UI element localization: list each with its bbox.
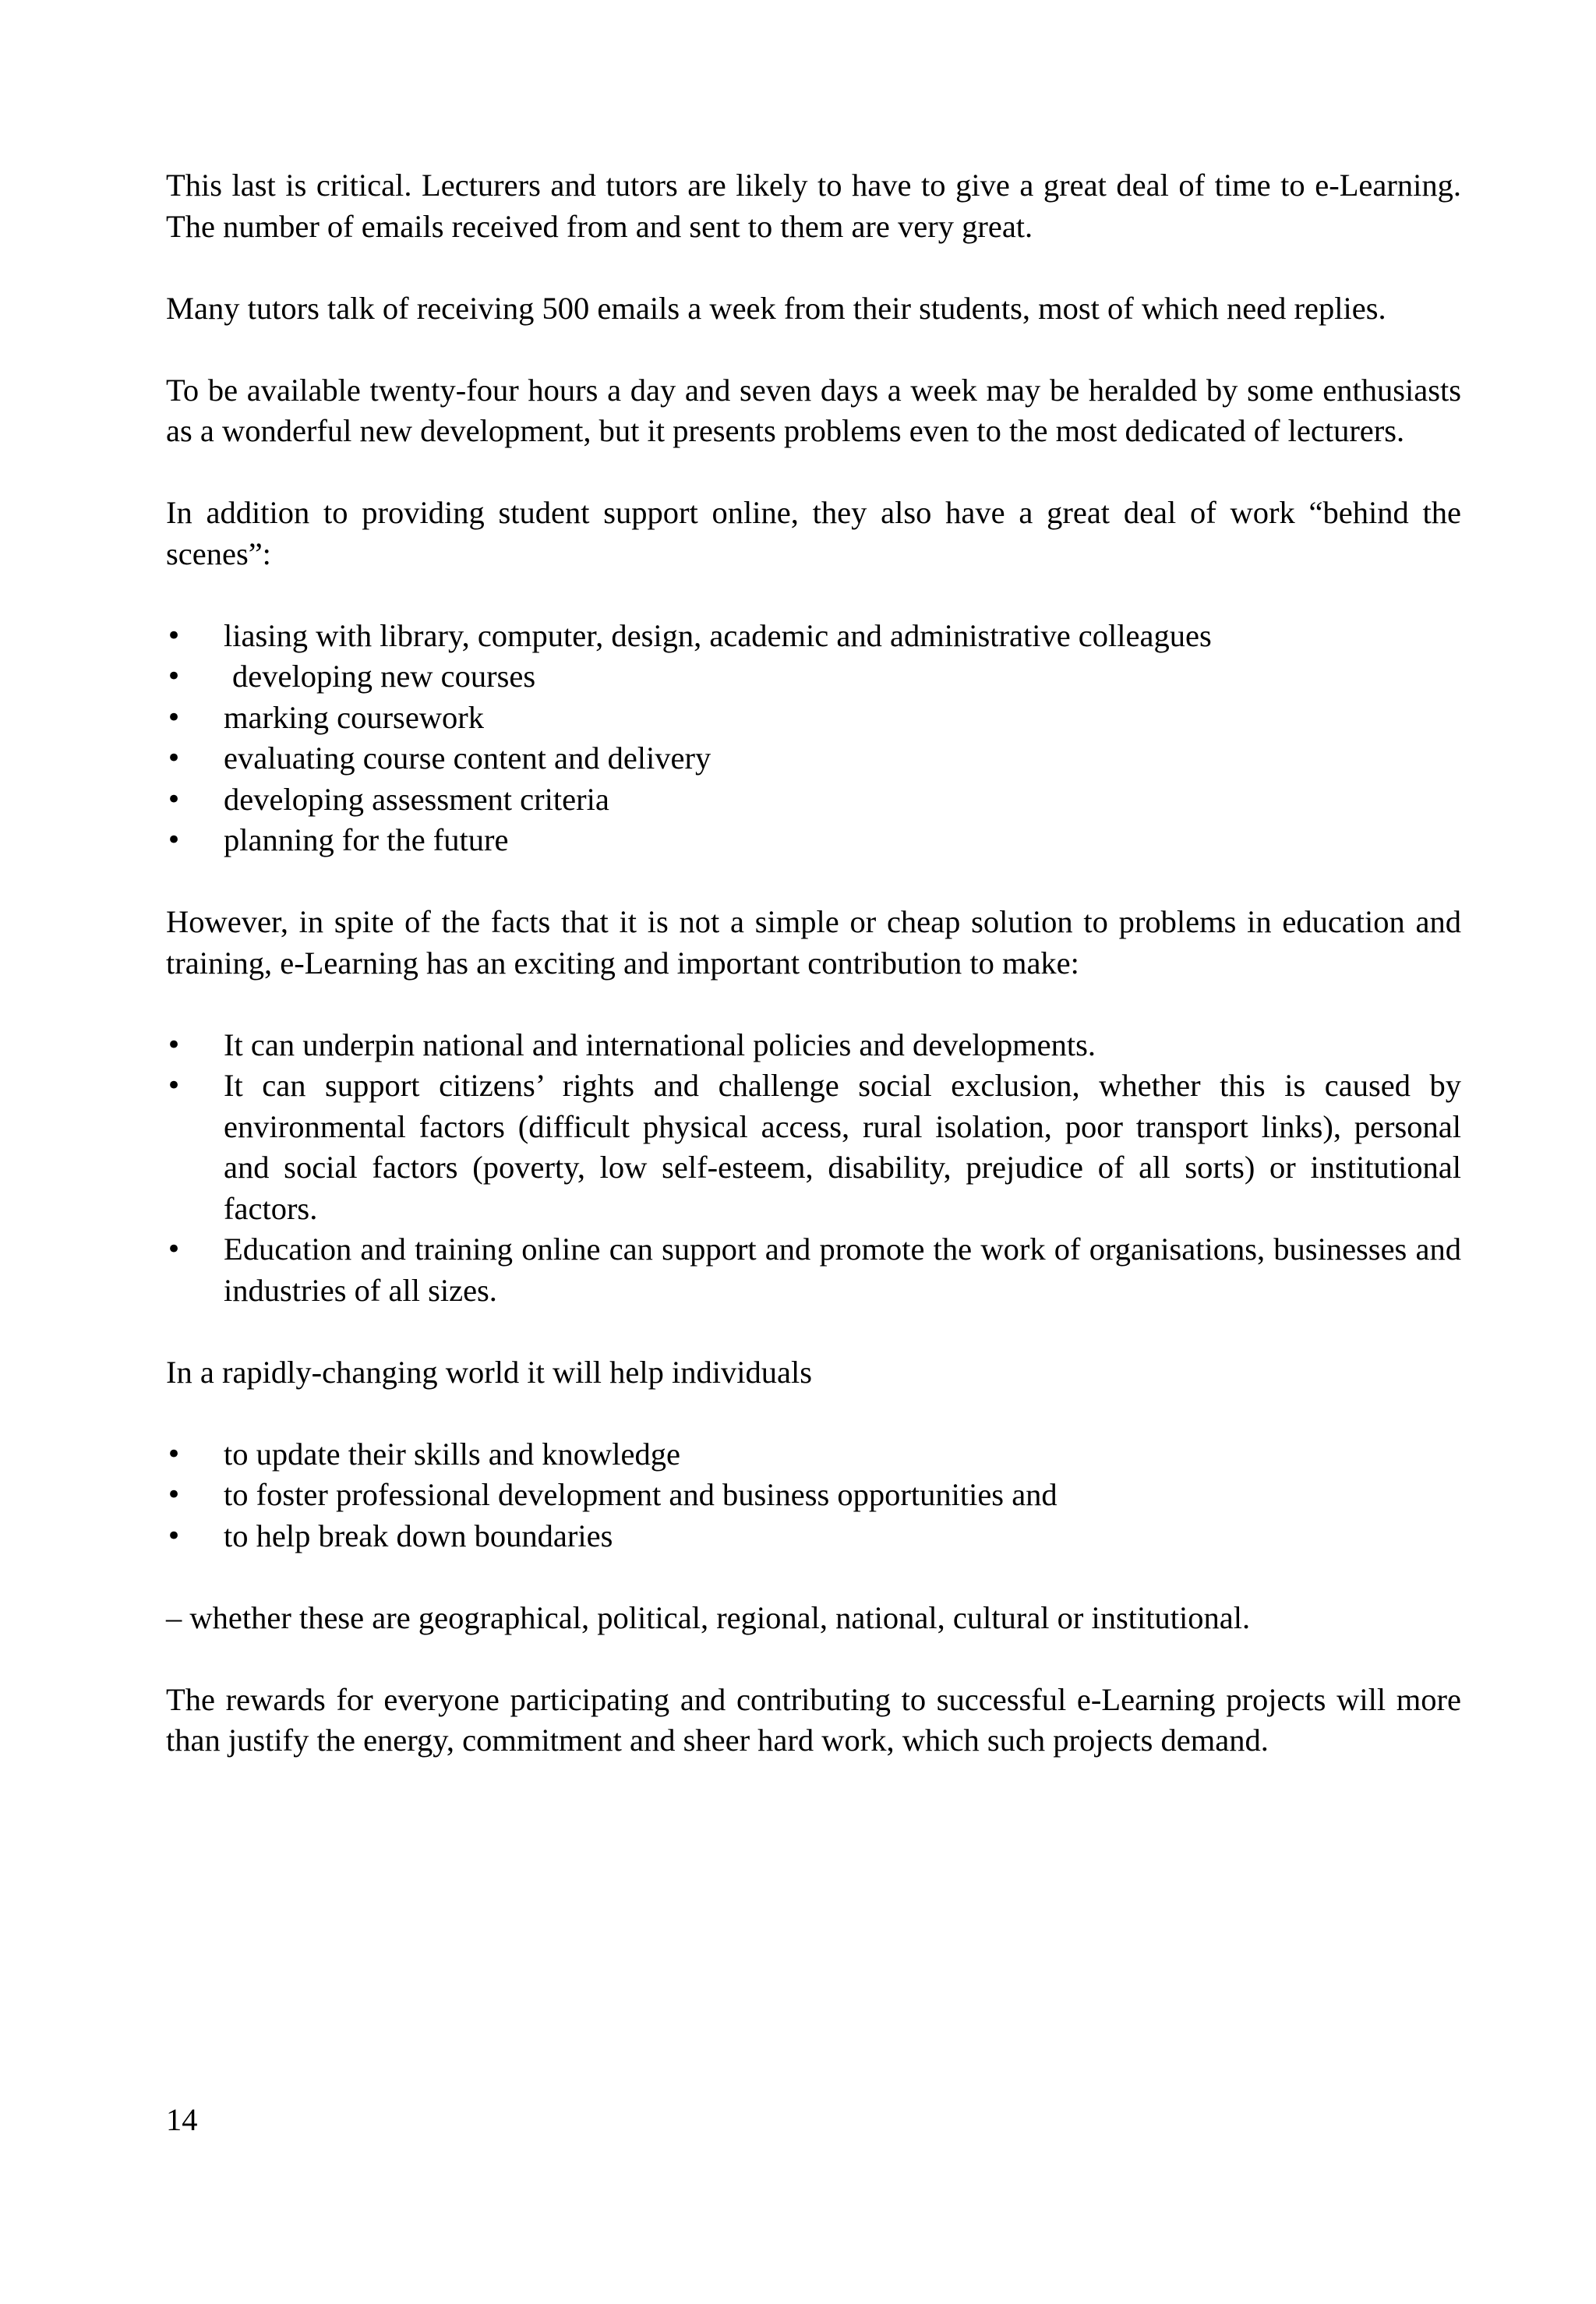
- paragraph-availability: To be available twenty-four hours a day and seven days a week may be heralded by some enthusiasts as a wonderful new development, but it presents problems even to the most dedicated of lecturers.: [166, 372, 1461, 448]
- list-item: [166, 616, 1461, 657]
- paragraph-behind-scenes: In addition to providing student support online, they also have a great deal of work “behind the scenes”:: [166, 495, 1461, 571]
- paragraph-rapidly-changing: In a rapidly-changing world it will help individuals: [166, 1354, 812, 1390]
- contribution-list: [166, 1025, 1461, 1312]
- list-item: [166, 1025, 1461, 1066]
- document-page: [166, 165, 1461, 1802]
- paragraph-whether: – whether these are geographical, political, regional, national, cultural or institutional.: [166, 1599, 1251, 1635]
- list-item-text: planning for the future: [224, 822, 509, 857]
- list-item-text: evaluating course content and delivery: [224, 740, 711, 776]
- list-item: [166, 820, 1461, 861]
- paragraph-rewards: The rewards for everyone participating and contributing to successful e-Learning projects will more than justify the energy, commitment and sheer hard work, which such projects demand.: [166, 1681, 1461, 1758]
- page-number: 14: [166, 2102, 198, 2137]
- list-item-text: developing assessment criteria: [224, 781, 609, 817]
- bullet-icon: •: [166, 701, 182, 733]
- bullet-icon: •: [166, 783, 182, 815]
- paragraph-however: However, in spite of the facts that it is not a simple or cheap solution to problems in education and training, e-Learning has an exciting and important contribution to make:: [166, 904, 1461, 981]
- list-item-text: to help break down boundaries: [224, 1518, 613, 1553]
- bullet-icon: •: [166, 1479, 182, 1511]
- list-item: [166, 738, 1461, 779]
- paragraph-emails: Many tutors talk of receiving 500 emails a week from their students, most of which need replies.: [166, 290, 1386, 326]
- list-item-text: developing new courses: [232, 659, 536, 694]
- list-item-text: Education and training online can support and promote the work of organisations, businesses and industries of all sizes.: [224, 1232, 1461, 1308]
- bullet-icon: •: [166, 1029, 182, 1061]
- bullet-icon: •: [166, 1520, 182, 1552]
- help-list: [166, 1434, 1461, 1557]
- list-item-text: It can support citizens’ rights and challenge social exclusion, whether this is caused by environmental factors (difficult physical access, rural isolation, poor transport links), personal and social factors (poverty, low self-esteem, disability, prejudice of all sorts) or institutional factors.: [224, 1068, 1461, 1226]
- list-item: [166, 1229, 1461, 1311]
- bullet-icon: •: [166, 1070, 182, 1101]
- list-item: [166, 1434, 1461, 1475]
- list-item-text: to foster professional development and business opportunities and: [224, 1477, 1058, 1512]
- bullet-icon: •: [166, 620, 182, 652]
- behind-scenes-list: [166, 616, 1461, 861]
- list-item-text: It can underpin national and international policies and developments.: [224, 1027, 1096, 1062]
- bullet-icon: •: [166, 1234, 182, 1265]
- list-item: [166, 698, 1461, 739]
- list-item: [166, 779, 1461, 821]
- list-item: [166, 1475, 1461, 1516]
- bullet-icon: •: [166, 825, 182, 856]
- list-item: [166, 656, 1461, 698]
- list-item-text: liasing with library, computer, design, academic and administrative colleagues: [224, 617, 1212, 653]
- list-item: [166, 1065, 1461, 1229]
- bullet-icon: •: [166, 661, 182, 692]
- list-item-text: marking coursework: [224, 699, 485, 735]
- bullet-icon: •: [166, 743, 182, 774]
- paragraph-critical: This last is critical. Lecturers and tutors are likely to have to give a great deal of time to e-Learning. The number of emails received from and sent to them are very great.: [166, 168, 1461, 244]
- list-item: [166, 1516, 1461, 1557]
- bullet-icon: •: [166, 1438, 182, 1470]
- list-item-text: to update their skills and knowledge: [224, 1436, 681, 1472]
